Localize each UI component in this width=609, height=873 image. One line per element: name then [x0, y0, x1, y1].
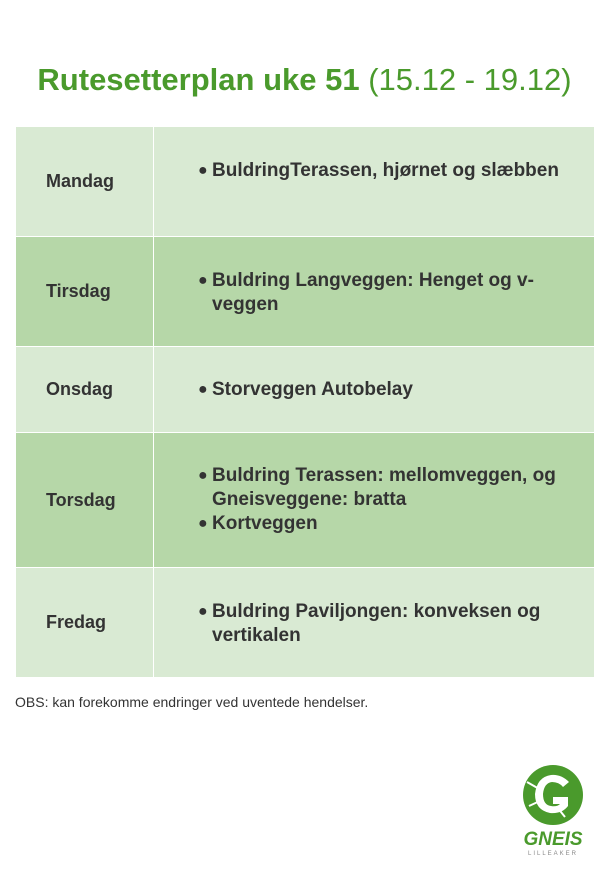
table-row: [16, 433, 595, 568]
day-cell: Onsdag: [16, 347, 154, 433]
bullet-icon: ●: [198, 380, 208, 398]
table-row: [16, 347, 595, 433]
title-dates: (15.12 - 19.12): [368, 62, 572, 97]
tasks-cell: [154, 127, 595, 237]
gneis-g-icon: [517, 762, 589, 828]
table-row: [16, 127, 595, 237]
gneis-logo: [517, 762, 589, 862]
task-text: BuldringTerassen, hjørnet og slæbben: [212, 160, 559, 181]
day-cell: Fredag: [16, 568, 154, 678]
tasks-cell: [154, 347, 595, 433]
task-text: Buldring Langveggen: Henget og v-veggen: [212, 270, 534, 315]
table-row: [16, 568, 595, 678]
bullet-icon: ●: [198, 515, 208, 532]
list-item: [200, 378, 582, 402]
list-item: [200, 600, 582, 648]
bullet-icon: ●: [198, 272, 208, 289]
day-cell: Torsdag: [16, 433, 154, 568]
bullet-icon: ●: [198, 603, 208, 620]
bullet-icon: ●: [198, 467, 208, 484]
task-text: Buldring Paviljongen: konveksen og vertikalen: [212, 601, 541, 646]
table-row: [16, 237, 595, 347]
day-cell: Mandag: [16, 127, 154, 237]
list-item: [200, 159, 582, 183]
bullet-icon: ●: [198, 162, 208, 179]
task-text: Kortveggen: [212, 513, 318, 534]
list-item: [200, 269, 582, 317]
list-item: [200, 464, 582, 512]
page-title: [0, 62, 609, 98]
tasks-cell: [154, 568, 595, 678]
disclaimer-note: OBS: kan forekomme endringer ved uventede hendelser.: [15, 694, 369, 710]
task-text: Storveggen Autobelay: [212, 378, 413, 400]
day-cell: Tirsdag: [16, 237, 154, 347]
logo-subtext: LILLEAKER: [527, 851, 579, 857]
list-item: [200, 512, 582, 536]
logo-wordmark: GNEIS: [523, 829, 583, 850]
tasks-cell: [154, 433, 595, 568]
task-text: Buldring Terassen: mellomveggen, og Gneisveggene: bratta: [212, 465, 556, 510]
title-main: Rutesetterplan uke 51: [37, 62, 360, 97]
schedule-table: [15, 126, 595, 678]
tasks-cell: [154, 237, 595, 347]
